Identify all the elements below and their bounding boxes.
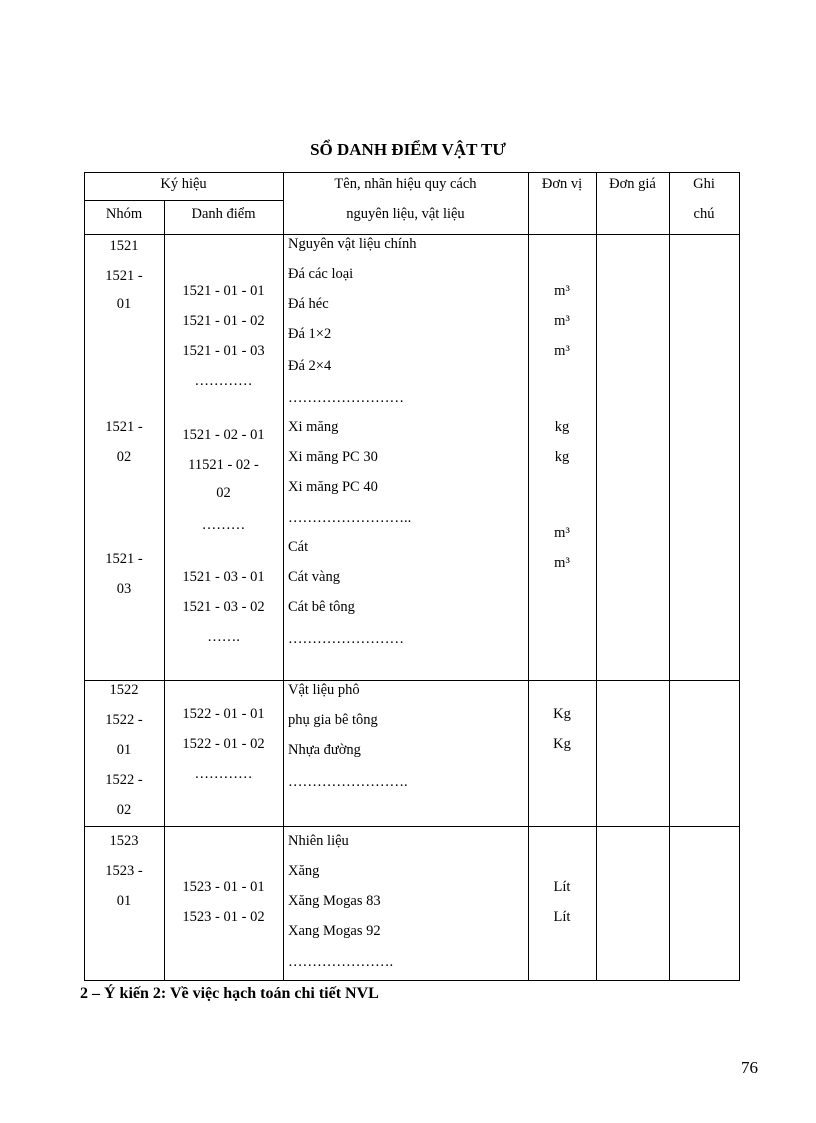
col-divider-don-vi: [596, 172, 597, 981]
s3-don-vi: Lít: [553, 879, 571, 895]
s1-ten: Đá 1×2: [288, 326, 332, 342]
s2-ten: Nhựa đường: [288, 742, 361, 758]
section-divider-2: [84, 826, 740, 827]
s2-danh-diem: …………: [194, 766, 253, 782]
s1-don-vi: m³: [554, 313, 570, 329]
s1-danh-diem: 11521 - 02 -: [188, 457, 259, 473]
s1-nhom: 1521 -: [105, 419, 143, 435]
s3-danh-diem: 1523 - 01 - 01: [182, 879, 265, 895]
s3-ten: ………………….: [288, 954, 394, 970]
s2-danh-diem: 1522 - 01 - 01: [182, 706, 265, 722]
header-danh-diem: Danh điểm: [191, 206, 256, 222]
s1-danh-diem: 1521 - 01 - 01: [182, 283, 265, 299]
s2-nhom: 1522: [109, 682, 139, 698]
s1-don-vi: m³: [554, 555, 570, 571]
s2-nhom: 01: [116, 742, 132, 758]
header-ten-line2: nguyên liệu, vật liệu: [346, 206, 465, 222]
s1-danh-diem: …………: [194, 373, 253, 389]
s1-don-vi: m³: [554, 525, 570, 541]
s1-nhom: 1521: [109, 238, 139, 254]
page-number: 76: [741, 1058, 758, 1077]
s1-ten: Xi măng: [288, 419, 339, 435]
s3-ten: Xăng Mogas 83: [288, 893, 381, 909]
s1-nhom: 1521 -: [105, 268, 143, 284]
section-heading: 2 – Ý kiến 2: Về việc hạch toán chi tiết NVL: [80, 985, 379, 1002]
s3-ten: Nhiên liệu: [288, 833, 349, 849]
header-ten-line1: Tên, nhãn hiệu quy cách: [334, 176, 477, 192]
s1-danh-diem: 02: [216, 485, 231, 501]
table-border-bottom: [84, 980, 740, 981]
materials-table: [84, 172, 740, 981]
s1-nhom: 01: [116, 296, 132, 312]
s2-danh-diem: 1522 - 01 - 02: [182, 736, 265, 752]
s1-ten: ……………………: [288, 631, 404, 647]
s1-don-vi: m³: [554, 283, 570, 299]
s1-ten: Xi măng PC 40: [288, 479, 378, 495]
s2-nhom: 02: [116, 802, 132, 818]
header-don-vi: Đơn vị: [541, 176, 583, 192]
s1-danh-diem: 1521 - 01 - 03: [182, 343, 265, 359]
s3-ten: Xăng: [288, 863, 320, 879]
s1-ten: Cát bê tông: [288, 599, 355, 615]
s2-nhom: 1522 -: [105, 712, 143, 728]
s1-ten: ……………………..: [288, 510, 412, 526]
s1-ten: Nguyên vật liệu chính: [288, 236, 417, 252]
section-divider-1: [84, 680, 740, 681]
s3-nhom: 1523 -: [105, 863, 143, 879]
col-divider-don-gia: [669, 172, 670, 981]
s1-ten: Cát vàng: [288, 569, 340, 585]
s1-ten: ……………………: [288, 390, 404, 406]
s3-nhom: 01: [116, 893, 132, 909]
s1-ten: Đá các loại: [288, 266, 354, 282]
s1-danh-diem: …….: [207, 629, 240, 645]
s1-ten: Đá 2×4: [288, 358, 332, 374]
s1-danh-diem: ………: [201, 517, 246, 533]
header-ghi-chu-line2: chú: [693, 206, 715, 222]
s3-danh-diem: 1523 - 01 - 02: [182, 909, 265, 925]
s1-nhom: 03: [116, 581, 132, 597]
s1-danh-diem: 1521 - 02 - 01: [182, 427, 265, 443]
s2-ten: Vật liệu phô: [288, 682, 360, 698]
s3-don-vi: Lít: [553, 909, 571, 925]
s1-nhom: 1521 -: [105, 551, 143, 567]
s2-nhom: 1522 -: [105, 772, 143, 788]
s1-ten: Xi măng PC 30: [288, 449, 378, 465]
s1-don-vi: kg: [554, 419, 570, 435]
col-divider-ky-hieu: [283, 172, 284, 981]
s2-don-vi: Kg: [553, 706, 571, 722]
s3-nhom: 1523: [109, 833, 139, 849]
s1-nhom: 02: [116, 449, 132, 465]
header-ghi-chu-line1: Ghi: [693, 176, 715, 192]
document-title: SỔ DANH ĐIỂM VẬT TƯ: [310, 140, 506, 159]
s1-danh-diem: 1521 - 01 - 02: [182, 313, 265, 329]
s1-ten: Đá héc: [288, 296, 329, 312]
s1-ten: Cát: [288, 539, 309, 555]
s1-don-vi: kg: [554, 449, 570, 465]
table-border-right: [739, 172, 740, 981]
s1-danh-diem: 1521 - 03 - 01: [182, 569, 265, 585]
s1-don-vi: m³: [554, 343, 570, 359]
header-nhom: Nhóm: [105, 206, 143, 222]
s2-don-vi: Kg: [553, 736, 571, 752]
header-ky-hieu: Ký hiệu: [160, 176, 207, 192]
s2-ten: phụ gia bê tông: [288, 712, 378, 728]
s1-danh-diem: 1521 - 03 - 02: [182, 599, 265, 615]
s2-ten: …………………….: [288, 774, 408, 790]
s3-ten: Xang Mogas 92: [288, 923, 381, 939]
header-don-gia: Đơn giá: [609, 176, 656, 192]
